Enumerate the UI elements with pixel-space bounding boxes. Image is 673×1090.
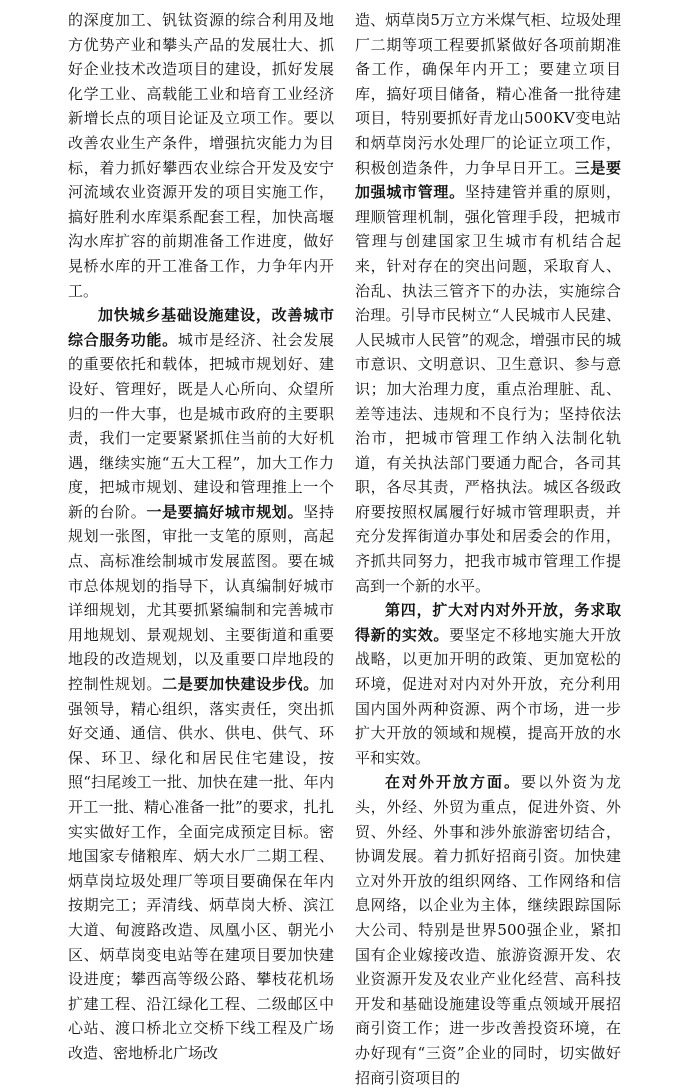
paragraph-text: 城市是经济、社会发展的重要依托和载体，把城市规划好、建设好、管理好，既是人心所向、众望所归的一件大事，也是城市政府的主要职责，我们一定要紧紧抓住当前的大好机遇，继续实施“五大工程”，加大工作力度，把城市规划、建设和管理推上一个新的台阶。 (68, 330, 334, 521)
paragraph-urban-infrastructure (68, 303, 334, 1065)
paragraph-opening-up (355, 598, 621, 770)
right-column (355, 8, 621, 1087)
paragraph-text: 坚持规划一张图，审批一支笔的原则，高起点、高标准绘制城市发展蓝图。要在城市总体规划的指导下，认真编制好城市详细规划，尤其要抓紧编制和完善城市用地规划、景观规划、主要街道和重要地段的改造规划，以及重要口岸地段的控制性规划。 (68, 502, 334, 694)
paragraph-industry-agriculture (68, 8, 334, 303)
paragraph-text: 的深度加工、钒钛资源的综合利用及地方优势产业和攀头产品的发展壮大、抓好企业技术改造项目的建设，抓好发展化学工业、高载能工业和培育工业经济新增长点的项目论证及立项工作。要以改善农业生产条件，增强抗灾能力为目标，着力抓好攀西农业综合开发及安宁河流域农业资源开发的项目实施工作，搞好胜利水库渠系配套工程，加快高堰沟水库扩容的前期准备工作进度，做好晃桥水库的开工准备工作，力争年内开工。 (68, 11, 334, 300)
paragraph-text: 要坚定不移地实施大开放战略，以更加开明的政策、更加宽松的环境，促进对对内对外开放，充分利用国内国外两种资源、两个市场，进一步扩大开放的领域和规模，提高开放的水平和实效。 (355, 625, 621, 767)
paragraph-text: 造、炳草岗5万立方米煤气柜、垃圾处理厂二期等项工程要抓紧做好各项前期准备工作，确保年内开工；要建立项目库，搞好项目储备，精心准备一批待建项目，特别要抓好青龙山500KV变电站和炳草岗污水处理厂的论证立项工作，积极创造条件，力争早日开工。 (355, 11, 621, 177)
paragraph-text: 加强领导，精心组织，落实责任，突出抓好交通、通信、供水、供电、供气、环保、环卫、绿化和居民住宅建设，按照“扫尾竣工一批、加快在建一批、年内开工一批、精心准备一批”的要求，扎扎实实做好工作，全面完成预定目标。密地国家专储粮库、炳大水厂二期工程、炳草岗垃圾处理厂等项目要确保在年内按期完工；弄清线、炳草岗大桥、滨江大道、甸渡路改造、凤凰小区、朝光小区、炳草岗变电站等在建项目要加快建设进度；攀西高等级公路、攀枝花机场扩建工程、沿江绿化工程、二级邮区中心站、渡口桥北立交桥下线工程及广场改造、密地桥北广场改 (68, 675, 334, 1062)
paragraph-text: 坚持建管并重的原则，理顺管理机制，强化管理手段，把城市管理与创建国家卫生城市有机结合起来，针对存在的突出问题，采取育人、治乱、执法三管齐下的办法，实施综合治理。引导市民树立“人民城市人民建、人民城市人民管”的观念，增强市民的城市意识、文明意识、卫生意识、参与意识；加大治理力度，重点治理脏、乱、差等违法、违规和不良行为；坚持依法治市，把城市管理工作纳入法制化轨道，有关执法部门要通力配合，各司其职，各尽其责，严格执法。城区各级政府要按照权属履行好城市管理职责，并充分发挥街道办事处和居委会的作用，齐抓共同努力，把我市城市管理工作提高到一个新的水平。 (355, 183, 621, 595)
point-heading-planning: 一是要搞好城市规划。 (146, 502, 304, 521)
point-heading-construction: 二是要加快建设步伐。 (162, 675, 319, 694)
left-column (68, 8, 334, 1062)
section-heading: 在对外开放方面。 (385, 773, 521, 792)
section-heading: 第四，扩大对内对外开放，务求取得新的实效。 (355, 601, 621, 644)
paragraph-foreign-opening (355, 770, 621, 1090)
paragraph-continuation (355, 8, 621, 598)
section-heading: 加快城乡基础设施建设，改善城市综合服务功能。 (68, 306, 334, 349)
paragraph-text: 要以外资为龙头，外经、外贸为重点，促进外资、外贸、外经、外事和涉外旅游密切结合，协调发展。着力抓好招商引资。加快建立对外开放的组织网络、工作网络和信息网络，以企业为主体，继续跟踪国际大公司、特别是世界500强企业，紧扣国有企业嫁接改造、旅游资源开发、农业资源开发及农业产业化经营、高科技开发和基础设施建设等重点领域开展招商引资工作；进一步改善投资环境，在办好现有“三资”企业的同时，切实做好招商引资项目的 (355, 773, 621, 1087)
point-heading-management: 三是要加强城市管理。 (355, 158, 621, 202)
